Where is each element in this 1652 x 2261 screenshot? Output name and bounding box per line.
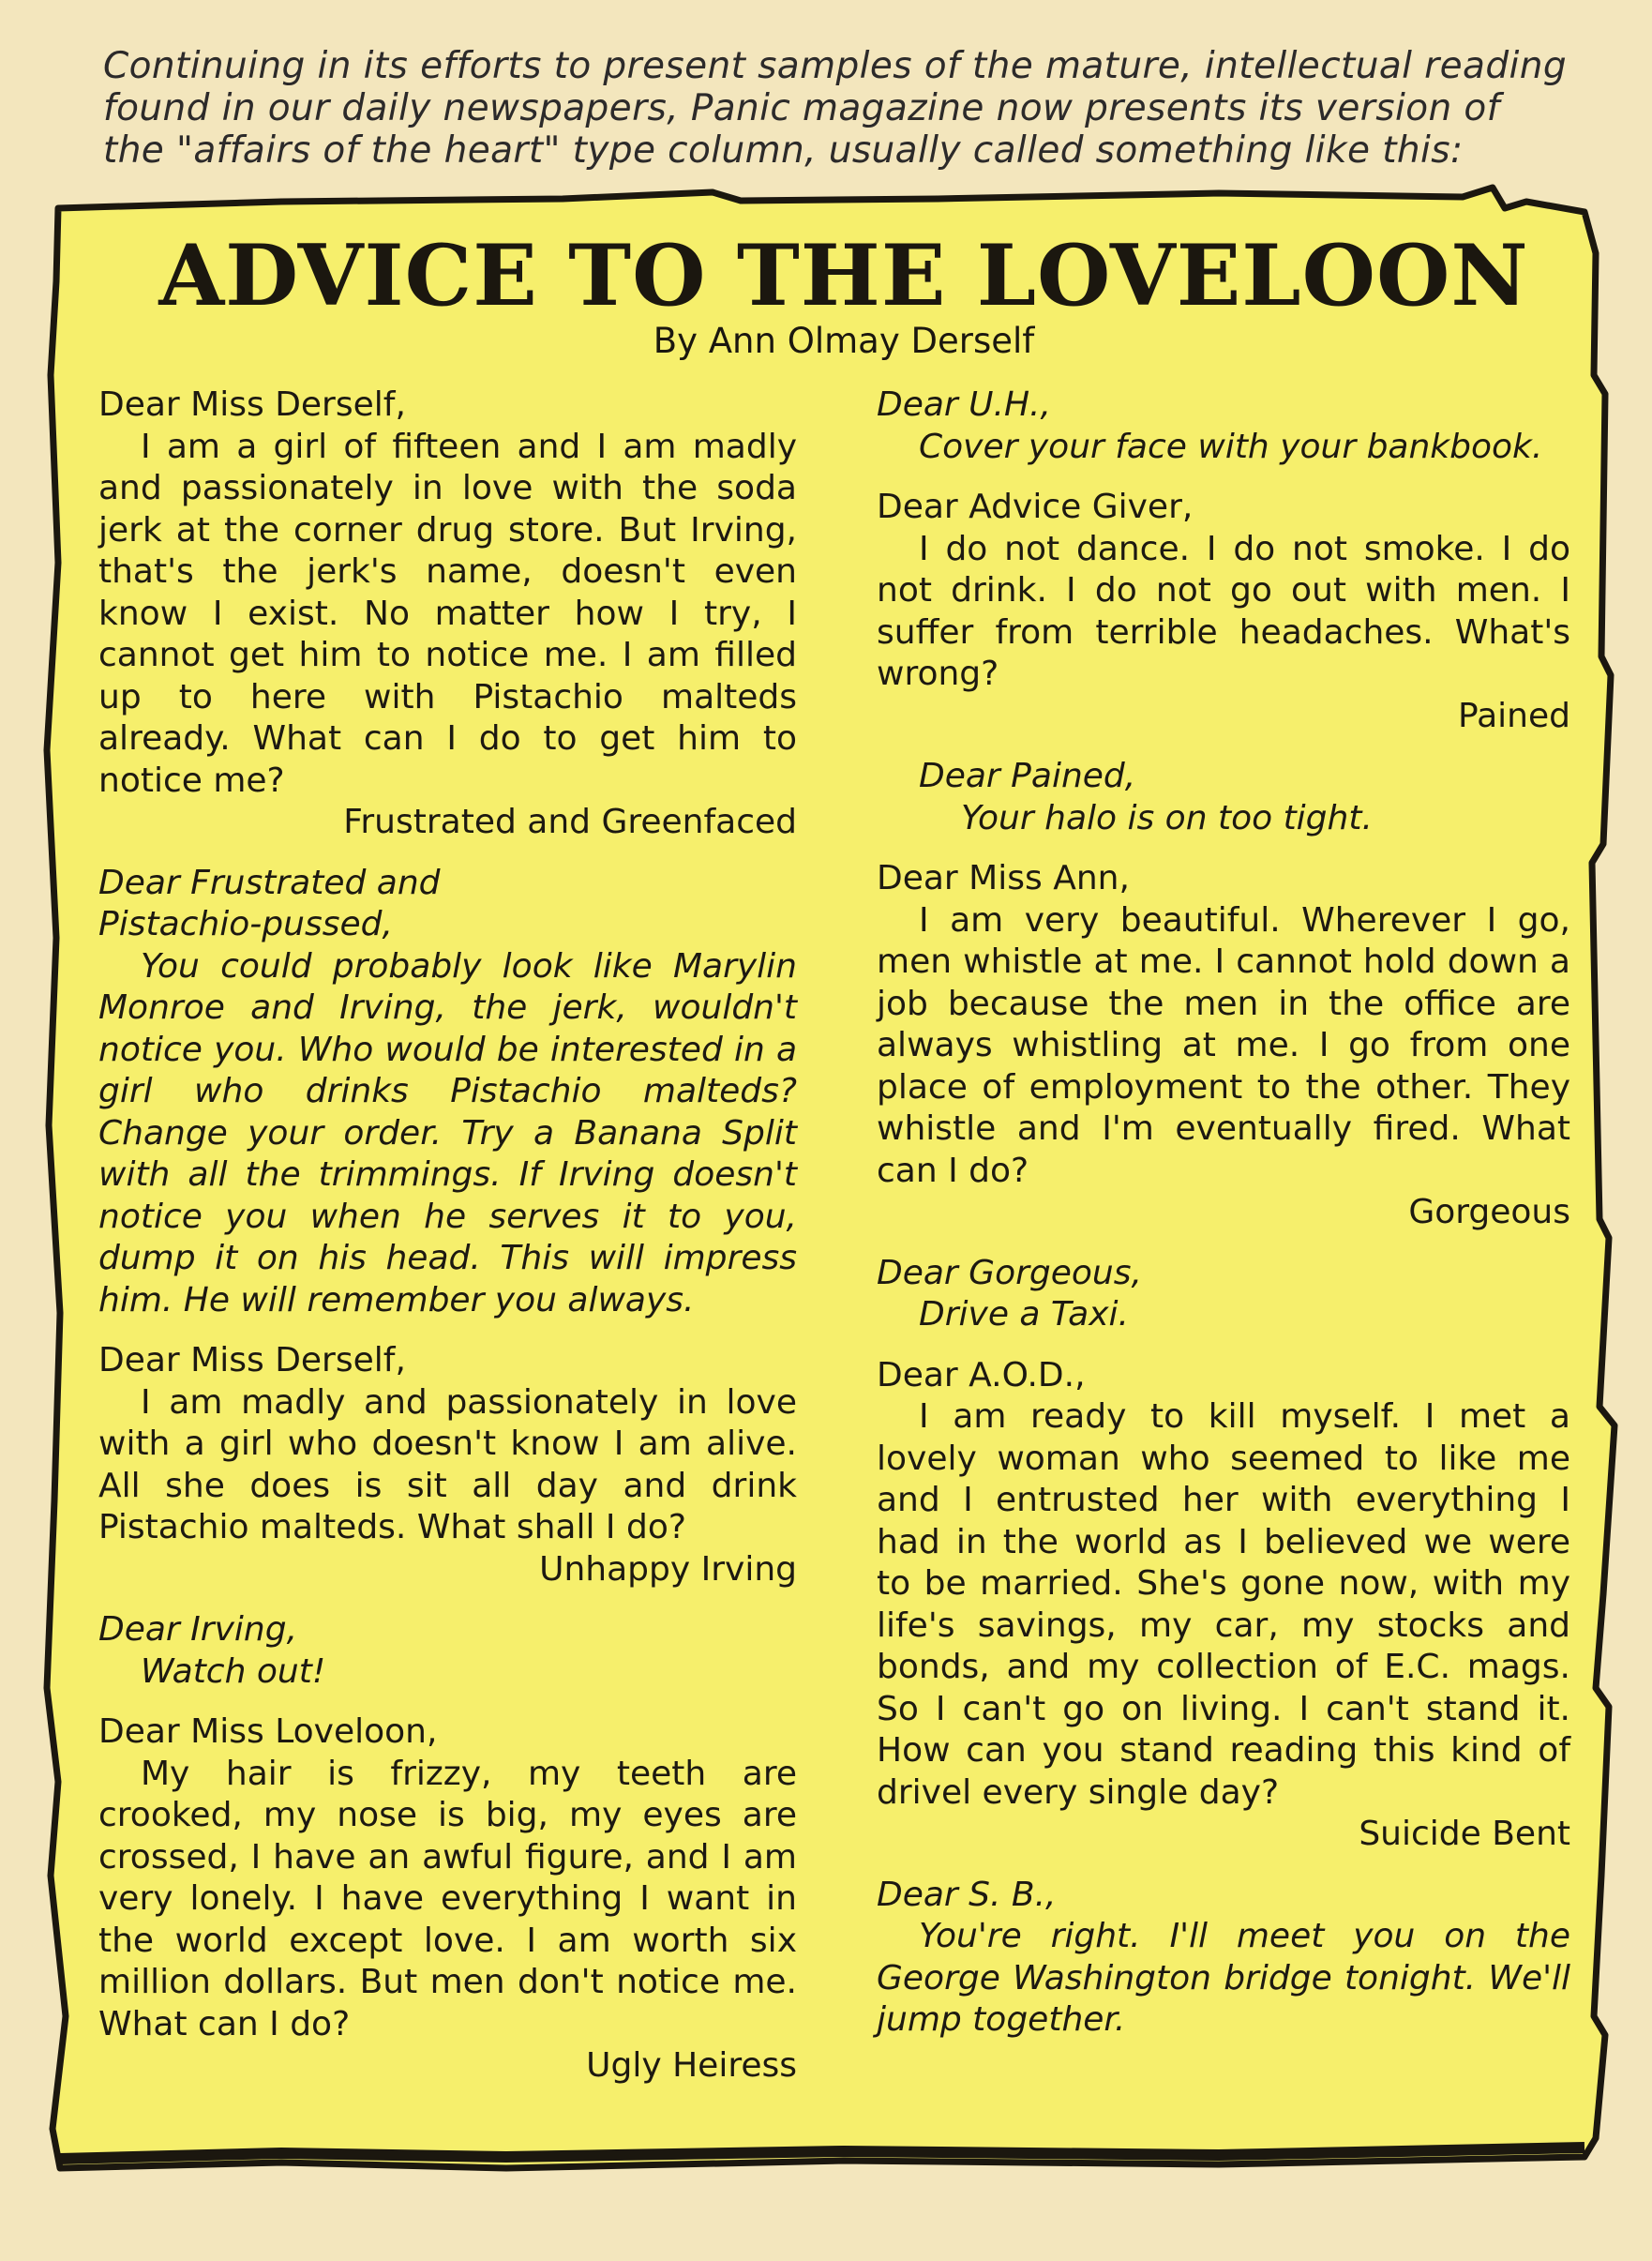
advice-column [89, 204, 1599, 2155]
intro-line: Continuing in its efforts to present samples of the mature, intellectual reading [103, 45, 1567, 87]
intro-line: the "affairs of the heart" type column, usually called something like this: [103, 129, 1464, 172]
reply-body: Cover your face with your bankbook. [919, 427, 1543, 466]
letter [98, 1711, 797, 2088]
reply-body: You're right. I'll meet you on the George Washington bridge tonight. We'll jump together. [877, 1917, 1570, 2039]
letter-body: I am very beautiful. Wherever I go, men whistle at me. I cannot hold down a job because the men in the office are always whistling at me. I go from one place of employment to the other. They whistle and I'm eventually fired. What can I do? [877, 900, 1570, 1190]
letter-body: I am ready to kill myself. I met a lovely woman who seemed to like me and I entrusted her with everything I had in the world as I believed we were to be married. She's gone now, with my life's savings, my car, my stocks and bonds, and my collection of E.C. mags. So I can't go on living. I can't stand it. How can you stand reading this kind of drivel every single day? [877, 1397, 1570, 1812]
letter-salutation: Dear Miss Derself, [98, 385, 406, 424]
letter-salutation: Dear Miss Ann, [877, 859, 1130, 897]
letter-signature: Ugly Heiress [586, 2046, 797, 2085]
letter-salutation: Dear Miss Derself, [98, 1341, 406, 1379]
letter [877, 487, 1570, 737]
letter [877, 858, 1570, 1234]
letter [877, 1355, 1570, 1856]
reply-body: Your halo is on too tight. [961, 798, 1373, 837]
letter-signature: Frustrated and Greenfaced [343, 803, 797, 841]
letter-body: My hair is frizzy, my teeth are crooked, my nose is big, my eyes are crossed, I have an awful figure, and I am very lonely. I have everything I want in the world except love. I am worth six million dollars. But men don't notice me. What can I do? [98, 1754, 797, 2043]
reply [877, 1253, 1570, 1336]
reply-body: Drive a Taxi. [919, 1295, 1129, 1334]
letter-signature: Suicide Bent [1359, 1815, 1570, 1853]
reply-salutation-line2: Pistachio-pussed, [98, 905, 393, 943]
reply-body: Watch out! [141, 1651, 326, 1691]
letter-body: I do not dance. I do not smoke. I do not drink. I do not go out with men. I suffer from terrible headaches. What's wrong? [877, 529, 1570, 693]
letter-signature: Gorgeous [1408, 1193, 1570, 1231]
letter [98, 1340, 797, 1590]
reply [98, 863, 797, 1322]
column-title: ADVICE TO THE LOVELOON [158, 226, 1529, 325]
right-column [877, 384, 1570, 2060]
reply-salutation: Dear Frustrated and [98, 863, 441, 902]
letter [98, 384, 797, 844]
letter-body: I am madly and passionately in love with a girl who doesn't know I am alive. All she does is sit all day and drink Pistachio malteds. What shall I do? [98, 1382, 797, 1546]
reply [877, 756, 1570, 839]
letter-signature: Pained [1458, 696, 1570, 735]
reply-salutation: Dear U.H., [877, 385, 1051, 424]
reply [877, 1875, 1570, 2042]
reply-salutation: Dear S. B., [877, 1875, 1057, 1914]
reply [877, 384, 1570, 468]
letter-salutation: Dear Miss Loveloon, [98, 1712, 438, 1751]
intro-line: found in our daily newspapers, Panic magazine now presents its version of [103, 87, 1500, 129]
reply-salutation: Dear Pained, [919, 757, 1136, 795]
letter-body: I am a girl of fifteen and I am madly and passionately in love with the soda jerk at the corner drug store. But Irving, that's the jerk's name, doesn't even know I exist. No matter how I try, I cannot get him to notice me. I am filled up to here with Pistachio malteds already. What can I do to get him to notice me? [98, 427, 797, 800]
reply-salutation: Dear Irving, [98, 1610, 298, 1649]
letter-salutation: Dear Advice Giver, [877, 488, 1194, 526]
column-byline: By Ann Olmay Derself [653, 321, 1035, 361]
reply [98, 1609, 797, 1693]
reply-salutation: Dear Gorgeous, [877, 1253, 1142, 1292]
reply-body: You could probably look like Marylin Monroe and Irving, the jerk, wouldn't notice you. Who would be interested in a girl who drinks Pistachio malteds? Change your order. Try a Banana Split with all the trimmings. If Irving doesn't notice you when he serves it to you, dump it on his head. This will impress him. He will remember you always. [98, 946, 797, 1319]
letter-salutation: Dear A.O.D., [877, 1355, 1086, 1394]
letter-signature: Unhappy Irving [539, 1549, 797, 1589]
left-column [98, 384, 797, 2106]
